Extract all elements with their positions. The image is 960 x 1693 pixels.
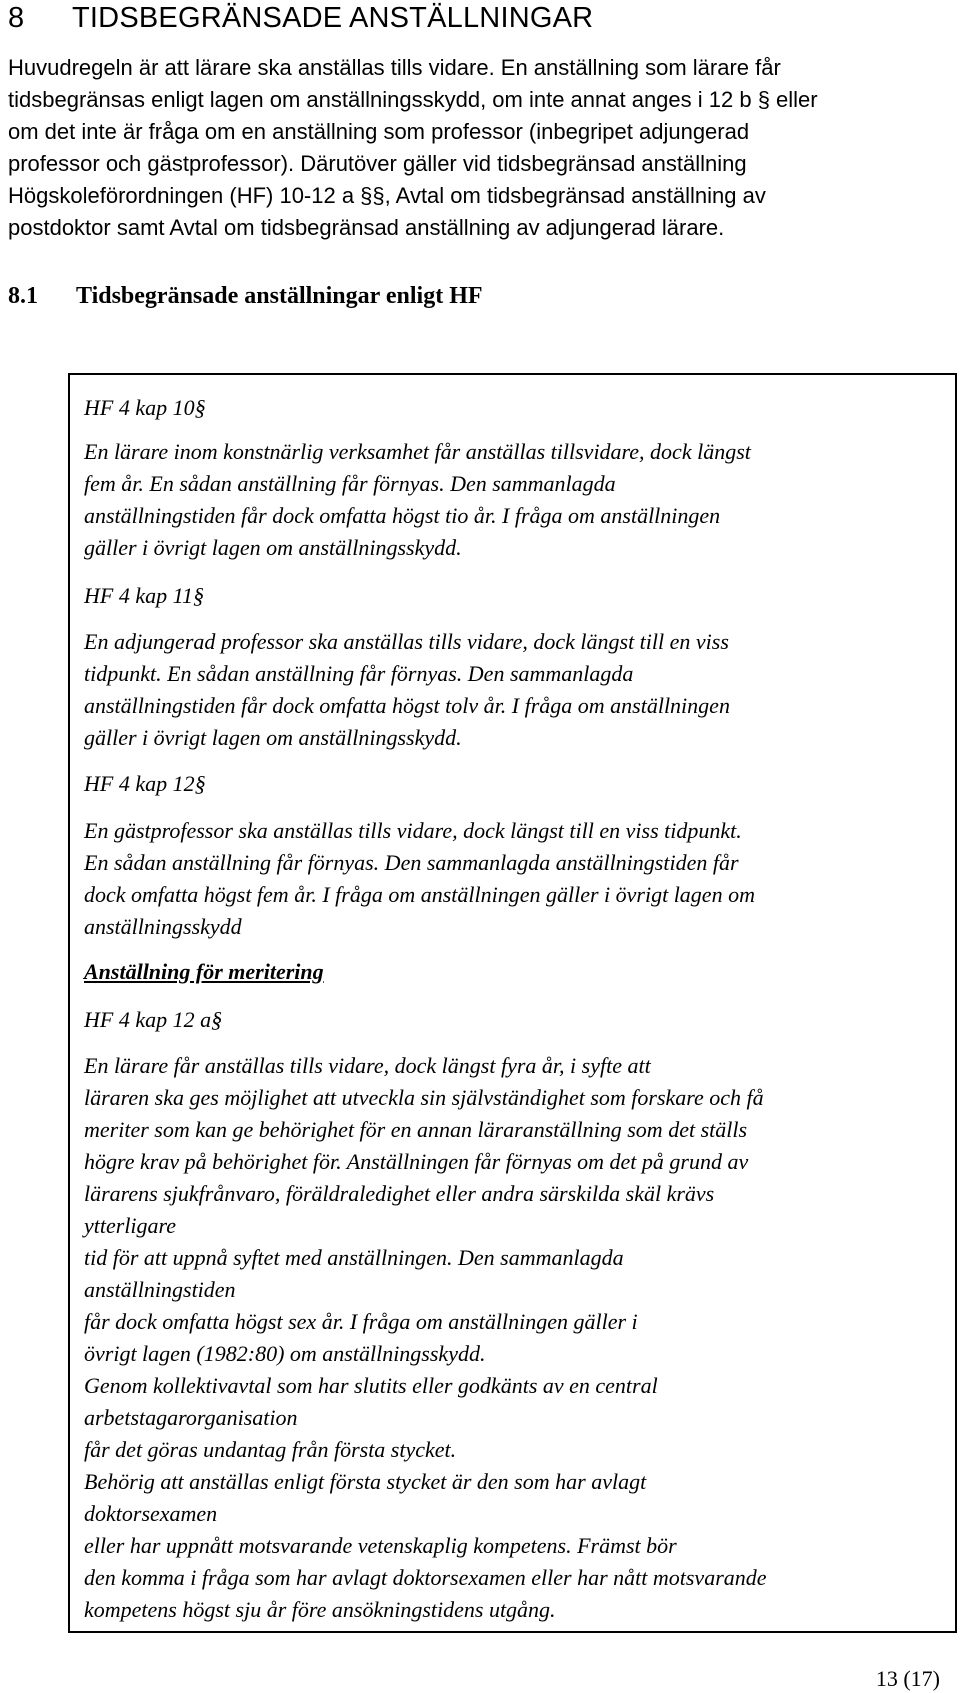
law-text-line: fem år. En sådan anställning får förnyas. Den sammanlagda xyxy=(84,471,616,496)
law-text-line: anställningsskydd xyxy=(84,914,242,939)
chapter-title-text: TIDSBEGRÄNSADE ANSTÄLLNINGAR xyxy=(72,2,594,34)
intro-line: Högskoleförordningen (HF) 10-12 a §§, Avtal om tidsbegränsad anställning av xyxy=(8,183,766,208)
law-text-line: anställningstiden får dock omfatta högst tolv år. I fråga om anställningen xyxy=(84,693,730,718)
law-text-line: gäller i övrigt lagen om anställningsskydd. xyxy=(84,535,462,560)
intro-line: om det inte är fråga om en anställning som professor (inbegripet adjungerad xyxy=(8,119,750,144)
law-text-line: lärarens sjukfrånvaro, föräldraledighet eller andra särskilda skäl krävs xyxy=(84,1181,715,1206)
intro-line: Huvudregeln är att lärare ska anställas tills vidare. En anställning som lärare får xyxy=(8,55,781,80)
law-text-line: En adjungerad professor ska anställas tills vidare, dock längst till en viss xyxy=(84,629,729,654)
law-text-line: doktorsexamen xyxy=(84,1501,218,1526)
page-number: 13 (17) xyxy=(875,1666,940,1691)
law-text-line: Behörig att anställas enligt första stycket är den som har avlagt xyxy=(84,1469,647,1494)
law-ref-10: HF 4 kap 10§ xyxy=(84,395,206,420)
law-text-line: meriter som kan ge behörighet för en annan läraranställning som det ställs xyxy=(84,1117,748,1142)
law-text-line: En sådan anställning får förnyas. Den sammanlagda anställningstiden får xyxy=(84,850,739,875)
law-text-line: övrigt lagen (1982:80) om anställningsskydd. xyxy=(84,1341,486,1366)
intro-line: tidsbegränsas enligt lagen om anställningsskydd, om inte annat anges i 12 b § eller xyxy=(8,87,818,112)
law-text-line: anställningstiden xyxy=(84,1277,236,1302)
law-text-line: En gästprofessor ska anställas tills vidare, dock längst till en viss tidpunkt. xyxy=(84,818,742,843)
law-ref-12a: HF 4 kap 12 a§ xyxy=(84,1007,223,1032)
law-ref-12: HF 4 kap 12§ xyxy=(84,771,206,796)
law-text-line: eller har uppnått motsvarande vetenskaplig kompetens. Främst bör xyxy=(84,1533,677,1558)
law-ref-11: HF 4 kap 11§ xyxy=(84,583,204,608)
law-text-line: anställningstiden får dock omfatta högst tio år. I fråga om anställningen xyxy=(84,503,721,528)
law-text-line: En lärare får anställas tills vidare, dock längst fyra år, i syfte att xyxy=(84,1053,651,1078)
law-text-line: den komma i fråga som har avlagt doktorsexamen eller har nått motsvarande xyxy=(84,1565,767,1590)
law-text-line: får dock omfatta högst sex år. I fråga om anställningen gäller i xyxy=(84,1309,638,1334)
law-text-line: ytterligare xyxy=(84,1213,177,1238)
law-text-line: dock omfatta högst fem år. I fråga om anställningen gäller i övrigt lagen om xyxy=(84,882,755,907)
section-title: Tidsbegränsade anställningar enligt HF xyxy=(76,283,483,309)
law-text-line: tid för att uppnå syftet med anställningen. Den sammanlagda xyxy=(84,1245,624,1270)
section-heading xyxy=(8,280,483,312)
law-text-line: får det göras undantag från första stycket. xyxy=(84,1437,457,1462)
law-text-line: Genom kollektivavtal som har slutits eller godkänts av en central xyxy=(84,1373,658,1398)
intro-line: postdoktor samt Avtal om tidsbegränsad anställning av adjungerad lärare. xyxy=(8,215,725,240)
law-text-line: läraren ska ges möjlighet att utveckla sin självständighet som forskare och få xyxy=(84,1085,764,1110)
section-number: 8.1 xyxy=(8,283,38,309)
intro-paragraph xyxy=(8,52,958,244)
intro-line: professor och gästprofessor). Därutöver gäller vid tidsbegränsad anställning xyxy=(8,151,747,176)
meritering-heading: Anställning för meritering xyxy=(84,959,324,984)
chapter-title xyxy=(8,0,593,36)
law-text-line: tidpunkt. En sådan anställning får förnyas. Den sammanlagda xyxy=(84,661,634,686)
law-text-line: arbetstagarorganisation xyxy=(84,1405,298,1430)
chapter-number: 8 xyxy=(8,2,25,34)
law-text-line: kompetens högst sju år före ansökningstidens utgång. xyxy=(84,1597,556,1622)
law-text-line: högre krav på behörighet för. Anställningen får förnyas om det på grund av xyxy=(84,1149,749,1174)
law-text-line: gäller i övrigt lagen om anställningsskydd. xyxy=(84,725,462,750)
law-text-line: En lärare inom konstnärlig verksamhet får anställas tillsvidare, dock längst xyxy=(84,439,751,464)
